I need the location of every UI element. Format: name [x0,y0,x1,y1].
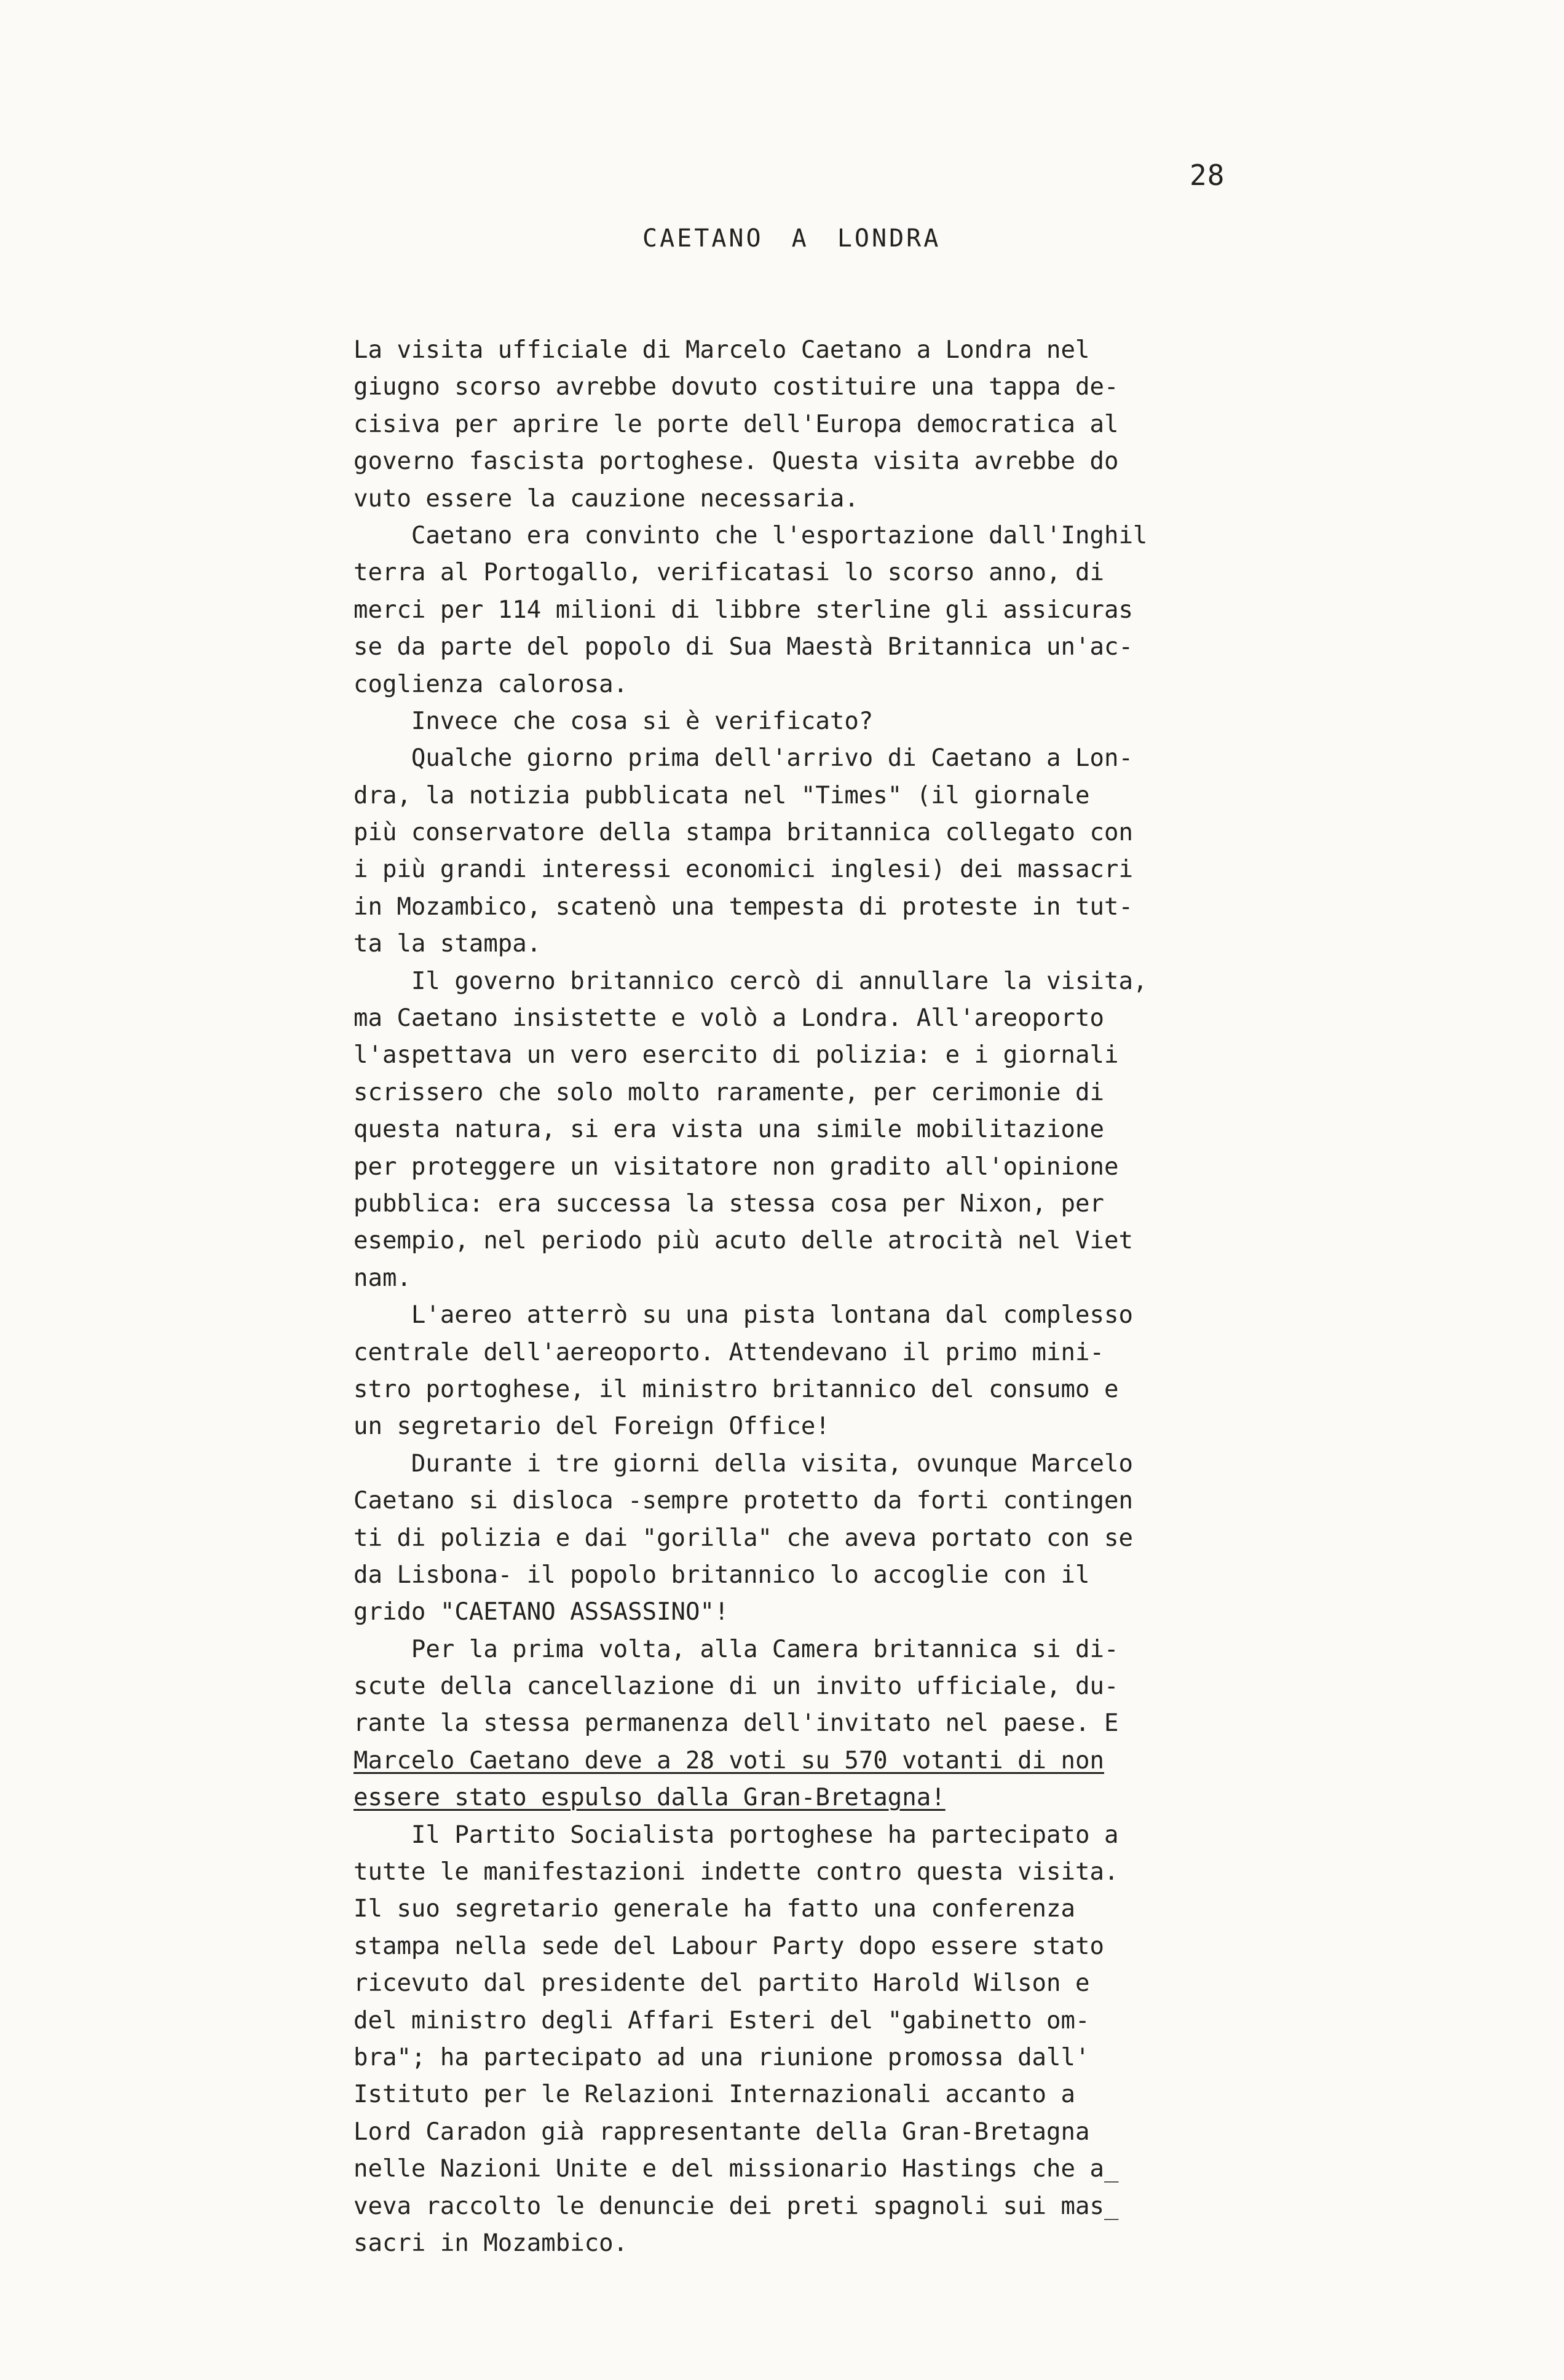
text-line: cisiva per aprire le porte dell'Europa democratica al [353,410,1119,438]
text-line: in Mozambico, scatenò una tempesta di proteste in tut- [353,892,1133,921]
text-line: Durante i tre giorni della visita, ovunque Marcelo [353,1449,1133,1478]
text-line: ricevuto dal presidente del partito Harold Wilson e [353,1969,1090,1998]
text-line: Il governo britannico cercò di annullare la visita, [353,967,1148,995]
text-line: terra al Portogallo, verificatasi lo scorso anno, di [353,559,1104,587]
text-line: nam. [353,1264,411,1292]
text-line: veva raccolto le denuncie dei preti spagnoli sui mas_ [353,2192,1119,2220]
text-line: scute della cancellazione di un invito ufficiale, du- [353,1673,1119,1701]
text-line: pubblica: era successa la stessa cosa per Nixon, per [353,1189,1104,1218]
text-line: ti di polizia e dai "gorilla" che aveva portato con se [353,1524,1133,1552]
text-line: Lord Caradon già rappresentante della Gran-Bretagna [353,2118,1090,2146]
text-line: dra, la notizia pubblicata nel "Times" (il giornale [353,781,1090,810]
article-body [353,332,1245,2262]
text-line: rante la stessa permanenza dell'invitato nel paese. E [353,1709,1119,1738]
text-line: Il Partito Socialista portoghese ha partecipato a [353,1821,1119,1849]
text-line: bra"; ha partecipato ad una riunione promossa dall' [353,2043,1090,2071]
text-line: l'aspettava un vero esercito di polizia: e i giornali [353,1041,1119,1070]
text-line: Istituto per le Relazioni Internazionali accanto a [353,2081,1075,2109]
text-line: per proteggere un visitatore non gradito all'opinione [353,1153,1119,1181]
text-line: i più grandi interessi economici inglesi) dei massacri [353,856,1133,884]
text-line: tutte le manifestazioni indette contro questa visita. [353,1858,1119,1886]
text-line: Per la prima volta, alla Camera britannica si di- [353,1635,1119,1663]
text-line: coglienza calorosa. [353,670,628,698]
text-line: Qualche giorno prima dell'arrivo di Caetano a Lon- [353,744,1133,773]
text-line: Invece che cosa si è verificato? [353,707,874,735]
text-line: Caetano si disloca -sempre protetto da forti contingen [353,1487,1133,1515]
text-line: più conservatore della stampa britannica collegato con [353,819,1133,847]
text-line: stampa nella sede del Labour Party dopo essere stato [353,1932,1104,1960]
text-line: un segretario del Foreign Office! [353,1413,830,1441]
text-line: grido "CAETANO ASSASSINO"! [353,1598,729,1626]
page-title: CAETANO A LONDRA [642,224,941,253]
text-line: merci per 114 milioni di libbre sterline gli assicuras [353,596,1133,624]
text-line: L'aereo atterrò su una pista lontana dal complesso [353,1301,1133,1330]
text-line: stro portoghese, il ministro britannico del consumo e [353,1375,1119,1403]
text-line: vuto essere la cauzione necessaria. [353,484,859,513]
text-line: Marcelo Caetano deve a 28 voti su 570 votanti di non [353,1746,1104,1775]
text-line: giugno scorso avrebbe dovuto costituire una tappa de- [353,373,1119,401]
text-line: La visita ufficiale di Marcelo Caetano a Londra nel [353,336,1090,364]
text-line: ta la stampa. [353,930,542,958]
text-line: essere stato espulso dalla Gran-Bretagna! [353,1784,946,1812]
text-line: se da parte del popolo di Sua Maestà Britannica un'ac- [353,633,1133,661]
text-line: scrissero che solo molto raramente, per cerimonie di [353,1078,1104,1106]
text-line: sacri in Mozambico. [353,2229,628,2257]
text-line: Caetano era convinto che l'esportazione dall'Inghil [353,521,1148,550]
text-line: governo fascista portoghese. Questa visita avrebbe do [353,447,1119,476]
text-line: esempio, nel periodo più acuto delle atrocità nel Viet [353,1227,1133,1255]
text-line: del ministro degli Affari Esteri del "gabinetto om- [353,2006,1090,2035]
text-line: nelle Nazioni Unite e del missionario Hastings che a_ [353,2155,1119,2183]
text-line: centrale dell'aereoporto. Attendevano il primo mini- [353,1338,1104,1366]
text-line: da Lisbona- il popolo britannico lo accoglie con il [353,1561,1090,1589]
text-line: Il suo segretario generale ha fatto una conferenza [353,1895,1075,1923]
text-line: ma Caetano insistette e volò a Londra. All'areoporto [353,1004,1104,1033]
text-line: questa natura, si era vista una simile mobilitazione [353,1116,1104,1144]
page-number: 28 [1190,159,1225,192]
